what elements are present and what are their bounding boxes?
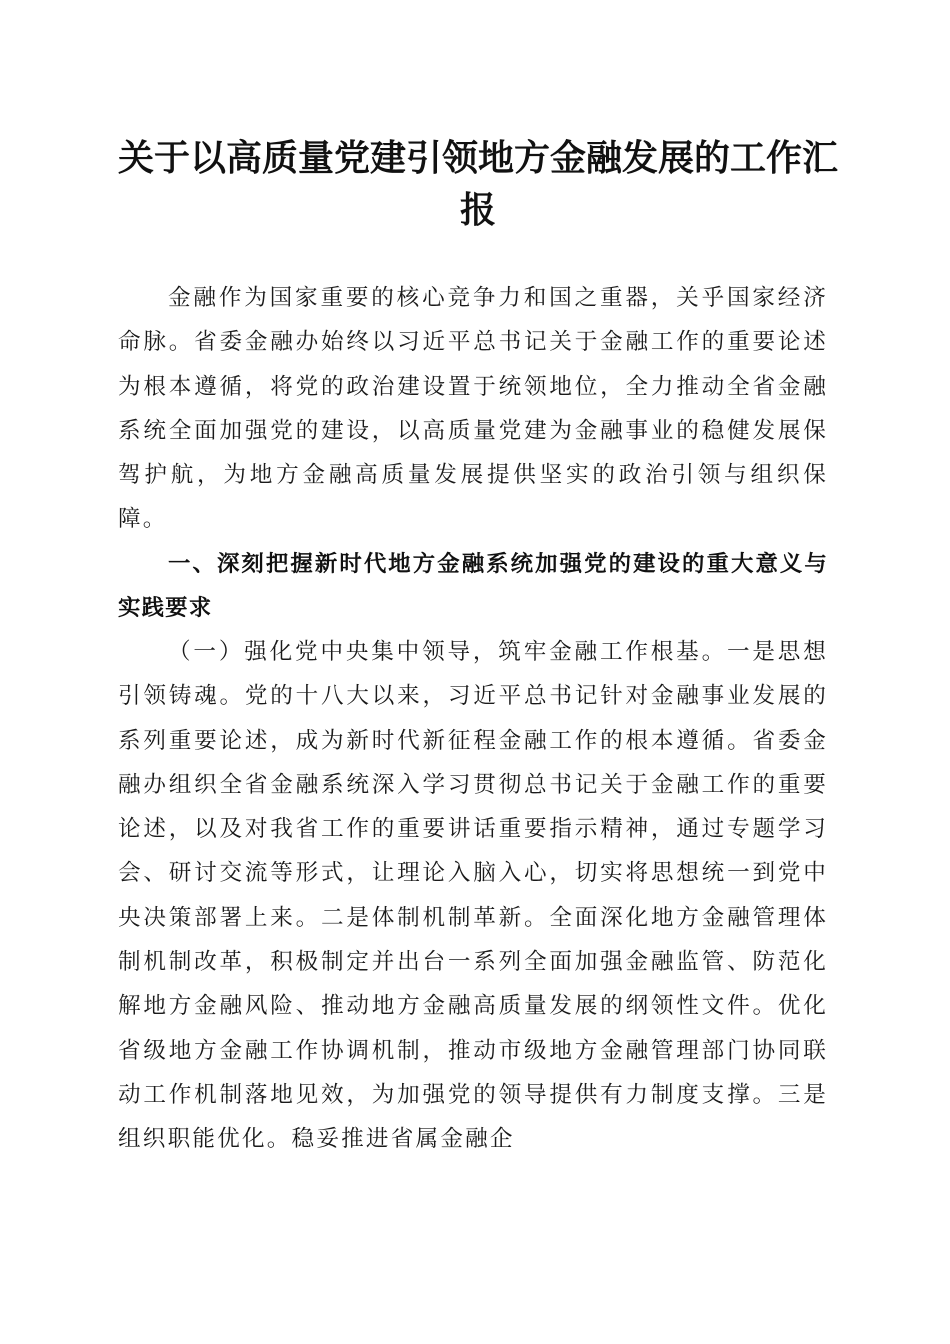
section-heading-1: 一、深刻把握新时代地方金融系统加强党的建设的重大意义与实践要求 xyxy=(118,551,828,622)
subsection-paragraph-1: （一）强化党中央集中领导，筑牢金融工作根基。一是思想引领铸魂。党的十八大以来，习近平总书记针对金融事业发展的系列重要论述，成为新时代新征程金融工作的根本遵循。省委金融办组织全省金融系统深入学习贯彻总书记关于金融工作的重要论述，以及对我省工作的重要讲话重要指示精神，通过专题学习会、研讨交流等形式，让理论入脑入心，切实将思想统一到党中央决策部署上来。二是体制机制革新。全面深化地方金融管理体制机制改革，积极制定并出台一系列全面加强金融监管、防范化解地方金融风险、推动地方金融高质量发展的纲领性文件。优化省级地方金融工作协调机制，推动市级地方金融管理部门协同联动工作机制落地见效，为加强党的领导提供有力制度支撑。三是组织职能优化。稳妥推进省属金融企 xyxy=(118,639,828,1153)
document-title: 关于以高质量党建引领地方金融发展的工作汇报 xyxy=(118,137,839,231)
intro-paragraph: 金融作为国家重要的核心竞争力和国之重器，关乎国家经济命脉。省委金融办始终以习近平总书记关于金融工作的重要论述为根本遵循，将党的政治建设置于统领地位，全力推动全省金融系统全面加强党的建设，以高质量党建为金融事业的稳健发展保驾护航，为地方金融高质量发展提供坚实的政治引领与组织保障。 xyxy=(118,285,828,533)
